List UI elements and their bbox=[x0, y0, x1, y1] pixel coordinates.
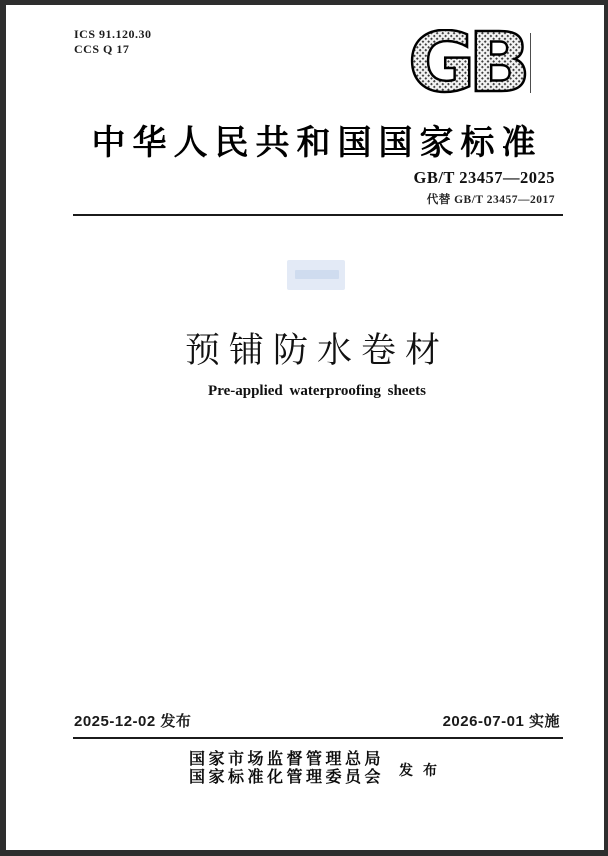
publish-label: 发布 bbox=[399, 764, 448, 779]
publisher-1: 国家市场监督管理总局 bbox=[189, 751, 385, 768]
logo-vertical-rule bbox=[530, 33, 531, 93]
publisher-names bbox=[189, 751, 384, 786]
document-title-english: Pre-applied waterproofing sheets bbox=[208, 383, 426, 399]
national-standard-heading: 中华人民共和国国家标准 bbox=[91, 125, 543, 162]
ccs-code: CCS Q 17 bbox=[74, 42, 130, 56]
publisher-block bbox=[189, 751, 447, 786]
footer-divider bbox=[73, 737, 563, 739]
gb-logo-graphic bbox=[406, 29, 546, 99]
ics-code: ICS 91.120.30 bbox=[74, 27, 152, 41]
issue-date: 2025-12-02 发布 bbox=[74, 713, 192, 730]
header-divider bbox=[73, 214, 563, 216]
scan-watermark-text bbox=[295, 270, 339, 279]
scan-watermark bbox=[287, 260, 345, 290]
replaces-note: 代替 GB/T 23457—2017 bbox=[426, 194, 555, 206]
gb-logo-text: GB bbox=[408, 29, 524, 99]
implementation-date: 2026-07-01 实施 bbox=[442, 713, 560, 730]
publisher-2: 国家标准化管理委员会 bbox=[189, 768, 385, 786]
standard-number: GB/T 23457—2025 bbox=[413, 168, 555, 187]
document-title-chinese: 预铺防水卷材 bbox=[184, 331, 449, 370]
classification-codes bbox=[74, 27, 152, 57]
gb-logo bbox=[406, 29, 546, 99]
document-page bbox=[6, 5, 604, 850]
